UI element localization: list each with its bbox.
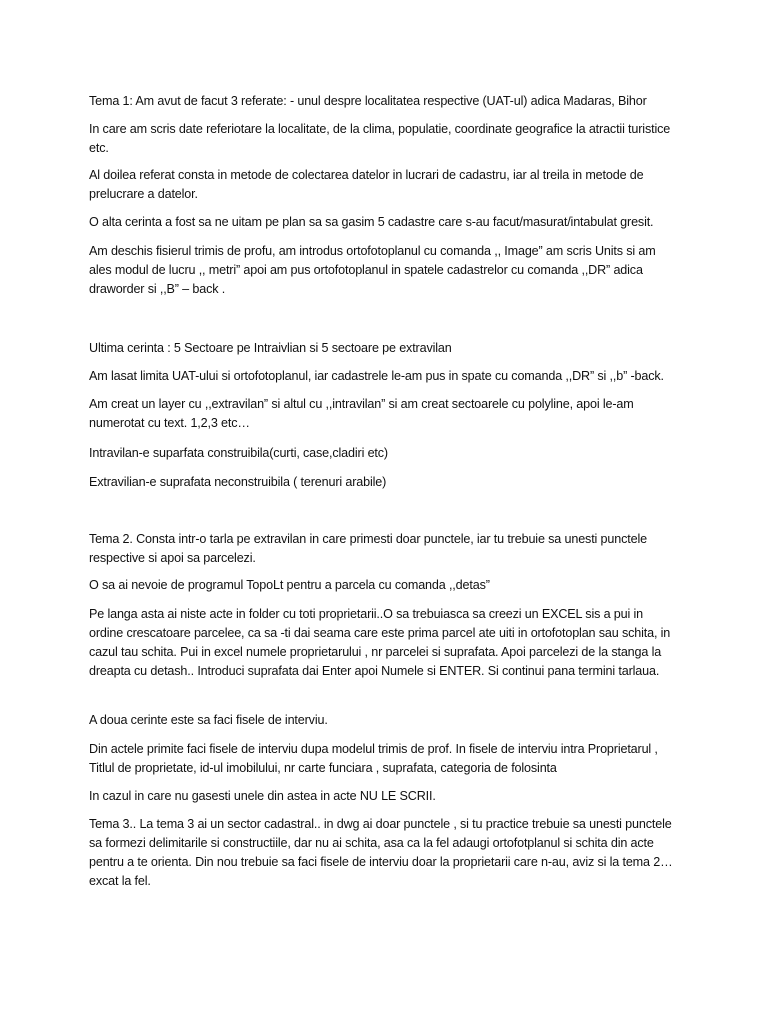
paragraph-tema1-intro: Tema 1: Am avut de facut 3 referate: - unul despre localitatea respective (UAT-ul) adica Madaras, Bihor — [89, 94, 647, 108]
paragraph-ultima-cerinta: Ultima cerinta : 5 Sectoare pe Intraivlian si 5 sectoare pe extravilan — [89, 341, 452, 355]
paragraph-referat2: Al doilea referat consta in metode de colectarea datelor in lucrari de cadastru, iar al treila in metode de prelucrare a datelor. — [89, 168, 644, 201]
paragraph-intravilan: Intravilan-e suparfata construibila(curti, case,cladiri etc) — [89, 446, 388, 460]
paragraph-nu-le-scrii: In cazul in care nu gasesti unele din astea in acte NU LE SCRII. — [89, 789, 436, 803]
paragraph-referat1-details: In care am scris date referiotare la localitate, de la clima, populatie, coordinate geografice la atractii turistice etc. — [89, 122, 671, 155]
paragraph-limita-uat: Am lasat limita UAT-ului si ortofotoplanul, iar cadastrele le-am pus in spate cu comanda ,,DR” si ,,b” -back. — [89, 369, 664, 383]
paragraph-tema2: Tema 2. Consta intr-o tarla pe extravilan in care primesti doar punctele, iar tu trebuie sa unesti punctele respective si apoi sa parcelezi. — [89, 532, 647, 565]
paragraph-acte-fise: Din actele primite faci fisele de interviu dupa modelul trimis de prof. In fisele de interviu intra Proprietarul , Titlul de proprietate, id-ul imobilului, nr carte funciara , suprafata, categoria de folosinta — [89, 742, 658, 775]
paragraph-topolt: O sa ai nevoie de programul TopoLt pentru a parcela cu comanda ,,detas” — [89, 578, 490, 592]
paragraph-cerinta-cadastre: O alta cerinta a fost sa ne uitam pe plan sa sa gasim 5 cadastre care s-au facut/masurat/intabulat gresit. — [89, 215, 654, 229]
paragraph-extravilan: Extravilian-e suprafata neconstruibila ( terenuri arabile) — [89, 475, 387, 489]
paragraph-ortofotoplan: Am deschis fisierul trimis de profu, am introdus ortofotoplanul cu comanda ,, Image” am scris Units si am ales modul de lucru ,, metri” apoi am pus ortofotoplanul in spatele cadastrelor cu comanda ,,DR” adica draworder si ,,B” – back . — [89, 244, 656, 296]
paragraph-tema3: Tema 3.. La tema 3 ai un sector cadastral.. in dwg ai doar punctele , si tu practice trebuie sa unesti punctele sa formezi delimitarile si constructiile, dar nu ai schita, asa ca la fel adaugi ortofotplanul si schita din acte pentru a te orienta. Din nou trebuie sa faci fisele de interviu doar la proprietarii care n-au, aviz si la tema 2…excat la fel. — [89, 817, 673, 888]
paragraph-fise-interviu: A doua cerinte este sa faci fisele de interviu. — [89, 713, 328, 727]
paragraph-excel-parcelare: Pe langa asta ai niste acte in folder cu toti proprietarii..O sa trebuiasca sa creezi un EXCEL sis a pui in ordine crescatoare parcelee, ca sa -ti dai seama care este prima parcel ate uiti in ortofotoplan sau schita, in cazul tau schita. Pui in excel numele proprietarului , nr parcelei si suprafata. Apoi parcelezi de la stanga la dreapta cu detash.. Introduci suprafata dai Enter apoi Numele si ENTER. Si continui pana termini tarlaua. — [89, 607, 671, 678]
paragraph-layere: Am creat un layer cu ,,extravilan” si altul cu ,,intravilan” si am creat sectoarele cu polyline, apoi le-am numerotat cu text. 1,2,3 etc… — [89, 397, 634, 430]
